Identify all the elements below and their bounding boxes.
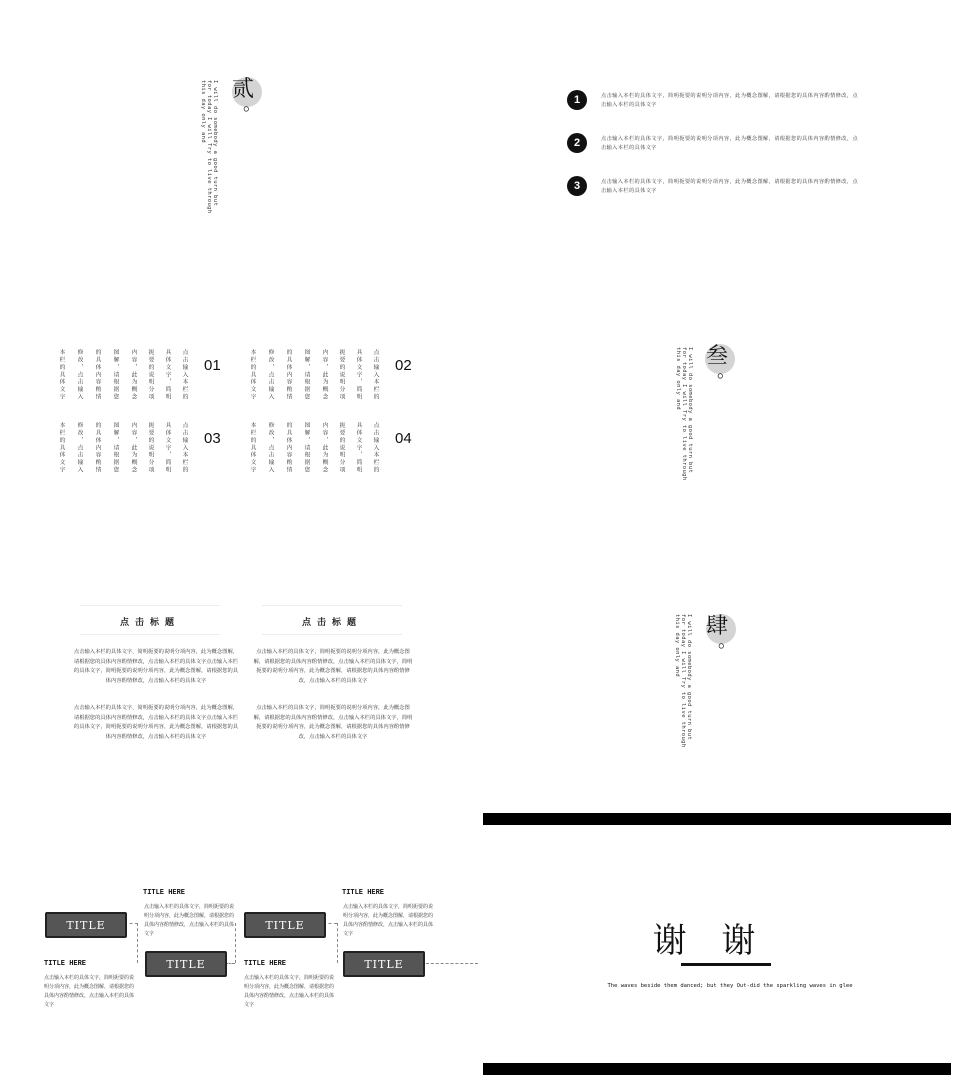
block-02-col: 本栏的具体文字 <box>249 349 255 401</box>
card-1-paragraph-1: 点击输入本栏的具体文字，简明扼要的说明分项内容，此为概念图解，请根据您的具体内容酌情修改，点击输入本栏的具体文字点击输入本栏的具体文字，简明扼要的说明分项内容，此为概念图解，请根据您的具体内容酌情修改，点击输入本栏的具体文字 <box>73 649 239 684</box>
badge-1: 1 <box>567 90 587 110</box>
block-04-col: 图解，请根据您 <box>303 422 309 474</box>
block-03-col: 扼要的说明分项 <box>147 422 153 474</box>
card-2-title: 点击标题 <box>301 618 362 628</box>
bottom-black-bar <box>483 1063 951 1075</box>
timeline-heading-top-2: TITLE HERE <box>342 889 385 897</box>
block-02-col: 内容，此为概念 <box>321 349 327 401</box>
block-04-col: 点击输入本栏的 <box>372 422 378 474</box>
connector <box>235 923 236 963</box>
section-two-subtitle: I will do somebody a good turn but for today I will Try to live through this day only and <box>200 80 218 214</box>
card-1-bottom-line <box>80 634 220 635</box>
list-item-3-text: 点击输入本栏的具体文字，简明扼要的说明分项内容，此为概念图解，请根据您的具体内容酌情修改，点击输入本栏的具体文字 <box>601 179 859 194</box>
section-two-char: 贰 <box>232 77 255 102</box>
block-04-col: 的具体内容酌情 <box>285 422 291 474</box>
block-02-col: 图解，请根据您 <box>303 349 309 401</box>
block-04-col: 具体文字，简明 <box>355 422 361 474</box>
block-02-col: 扼要的说明分项 <box>338 349 344 401</box>
card-2-paragraph-2: 点击输入本栏的具体文字，简明扼要的说明分项内容，此为概念图解，请根据您的具体内容酌情修改，点击输入本栏的具体文字，简明扼要的说明分项内容，此为概念图解，请根据您的具体内容酌情修改，点击输入本栏的具体文字 <box>253 705 413 740</box>
timeline-desc-top-1: 点击输入本栏的具体文字，简明扼要的说明分项内容，此为概念图解，请根据您的具体内容酌情修改，点击输入本栏的具体文字 <box>144 904 235 937</box>
slide-section-four <box>480 542 960 813</box>
block-04-col: 内容，此为概念 <box>321 422 327 474</box>
connector <box>337 923 338 963</box>
section-three-char: 叁 <box>706 344 729 369</box>
block-04-col: 本栏的具体文字 <box>249 422 255 474</box>
block-04-col: 修改，点击输入 <box>267 422 273 474</box>
card-1-paragraph-2: 点击输入本栏的具体文字，简明扼要的说明分项内容，此为概念图解，请根据您的具体内容酌情修改，点击输入本栏的具体文字点击输入本栏的具体文字，简明扼要的说明分项内容，此为概念图解，请根据您的具体内容酌情修改，点击输入本栏的具体文字 <box>73 705 239 740</box>
thanks-underline <box>681 963 771 966</box>
block-03-col: 图解，请根据您 <box>112 422 118 474</box>
block-03-col: 内容，此为概念 <box>130 422 136 474</box>
list-item-2-text: 点击输入本栏的具体文字，简明扼要的说明分项内容，此为概念图解，请根据您的具体内容酌情修改，点击输入本栏的具体文字 <box>601 136 859 151</box>
block-04-number: 04 <box>395 430 412 447</box>
block-01-col: 点击输入本栏的 <box>181 349 187 401</box>
slide-four-blocks <box>0 271 480 542</box>
section-four-dot: 。 <box>718 631 736 652</box>
timeline-heading-bottom-1: TITLE HERE <box>44 960 87 968</box>
connector <box>137 923 138 963</box>
timeline-title-box-4: TITLE <box>343 951 425 977</box>
list-item-1-text: 点击输入本栏的具体文字，简明扼要的说明分项内容，此为概念图解，请根据您的具体内容酌情修改，点击输入本栏的具体文字 <box>601 93 859 108</box>
thanks-title: 谢 谢 <box>652 921 768 961</box>
badge-3: 3 <box>567 176 587 196</box>
block-03-col: 修改，点击输入 <box>76 422 82 474</box>
top-black-bar <box>483 813 951 825</box>
section-four-subtitle: I will do somebody a good turn but for today I will Try to live through this day only and <box>674 614 692 748</box>
timeline-title-box-1: TITLE <box>45 912 127 938</box>
section-two-dot: 。 <box>243 94 261 115</box>
section-three-subtitle: I will do somebody a good turn but for today I will Try to live through this day only and <box>675 347 693 481</box>
timeline-desc-bottom-1: 点击输入本栏的具体文字，简明扼要的说明分项内容，此为概念图解，请根据您的具体内容酌情修改，点击输入本栏的具体文字 <box>44 975 135 1008</box>
slide-two-cards <box>0 542 480 813</box>
block-01-number: 01 <box>204 357 221 374</box>
block-01-col: 图解，请根据您 <box>112 349 118 401</box>
card-2-paragraph-1: 点击输入本栏的具体文字，简明扼要的说明分项内容，此为概念图解，请根据您的具体内容酌情修改，点击输入本栏的具体文字，简明扼要的说明分项内容，此为概念图解，请根据您的具体内容酌情修改，点击输入本栏的具体文字 <box>253 649 413 684</box>
timeline-heading-bottom-2: TITLE HERE <box>244 960 287 968</box>
card-1-title: 点击标题 <box>119 618 180 628</box>
connector <box>421 963 478 964</box>
block-03-col: 本栏的具体文字 <box>58 422 64 474</box>
block-01-col: 本栏的具体文字 <box>58 349 64 401</box>
block-01-col: 扼要的说明分项 <box>147 349 153 401</box>
block-01-col: 具体文字，简明 <box>164 349 170 401</box>
card-2-bottom-line <box>262 634 402 635</box>
thanks-subtitle: The waves beside them danced; but they Out-did the sparkling waves in glee <box>607 983 853 989</box>
timeline-heading-top-1: TITLE HERE <box>143 889 186 897</box>
section-three-dot: 。 <box>717 361 735 382</box>
timeline-desc-top-2: 点击输入本栏的具体文字，简明扼要的说明分项内容，此为概念图解，请根据您的具体内容酌情修改，点击输入本栏的具体文字 <box>343 904 434 937</box>
block-02-col: 修改，点击输入 <box>267 349 273 401</box>
block-02-number: 02 <box>395 357 412 374</box>
slide-numbered-list <box>480 0 960 271</box>
block-03-col: 点击输入本栏的 <box>181 422 187 474</box>
block-04-col: 扼要的说明分项 <box>338 422 344 474</box>
slide-thanks <box>480 813 960 1084</box>
card-1-top-line <box>80 605 220 606</box>
block-03-col: 的具体内容酌情 <box>94 422 100 474</box>
timeline-title-box-3: TITLE <box>244 912 326 938</box>
block-02-col: 点击输入本栏的 <box>372 349 378 401</box>
block-01-col: 内容，此为概念 <box>130 349 136 401</box>
slide-section-two <box>0 0 480 271</box>
card-2-top-line <box>262 605 402 606</box>
block-03-number: 03 <box>204 430 221 447</box>
timeline-title-box-2: TITLE <box>145 951 227 977</box>
block-03-col: 具体文字，简明 <box>164 422 170 474</box>
timeline-desc-bottom-2: 点击输入本栏的具体文字，简明扼要的说明分项内容，此为概念图解，请根据您的具体内容酌情修改，点击输入本栏的具体文字 <box>244 975 335 1008</box>
slide-section-three <box>480 271 960 542</box>
badge-2: 2 <box>567 133 587 153</box>
block-02-col: 具体文字，简明 <box>355 349 361 401</box>
block-01-col: 修改，点击输入 <box>76 349 82 401</box>
section-four-char: 肆 <box>706 614 729 639</box>
block-02-col: 的具体内容酌情 <box>285 349 291 401</box>
slide-timeline <box>0 813 480 1084</box>
block-01-col: 的具体内容酌情 <box>94 349 100 401</box>
